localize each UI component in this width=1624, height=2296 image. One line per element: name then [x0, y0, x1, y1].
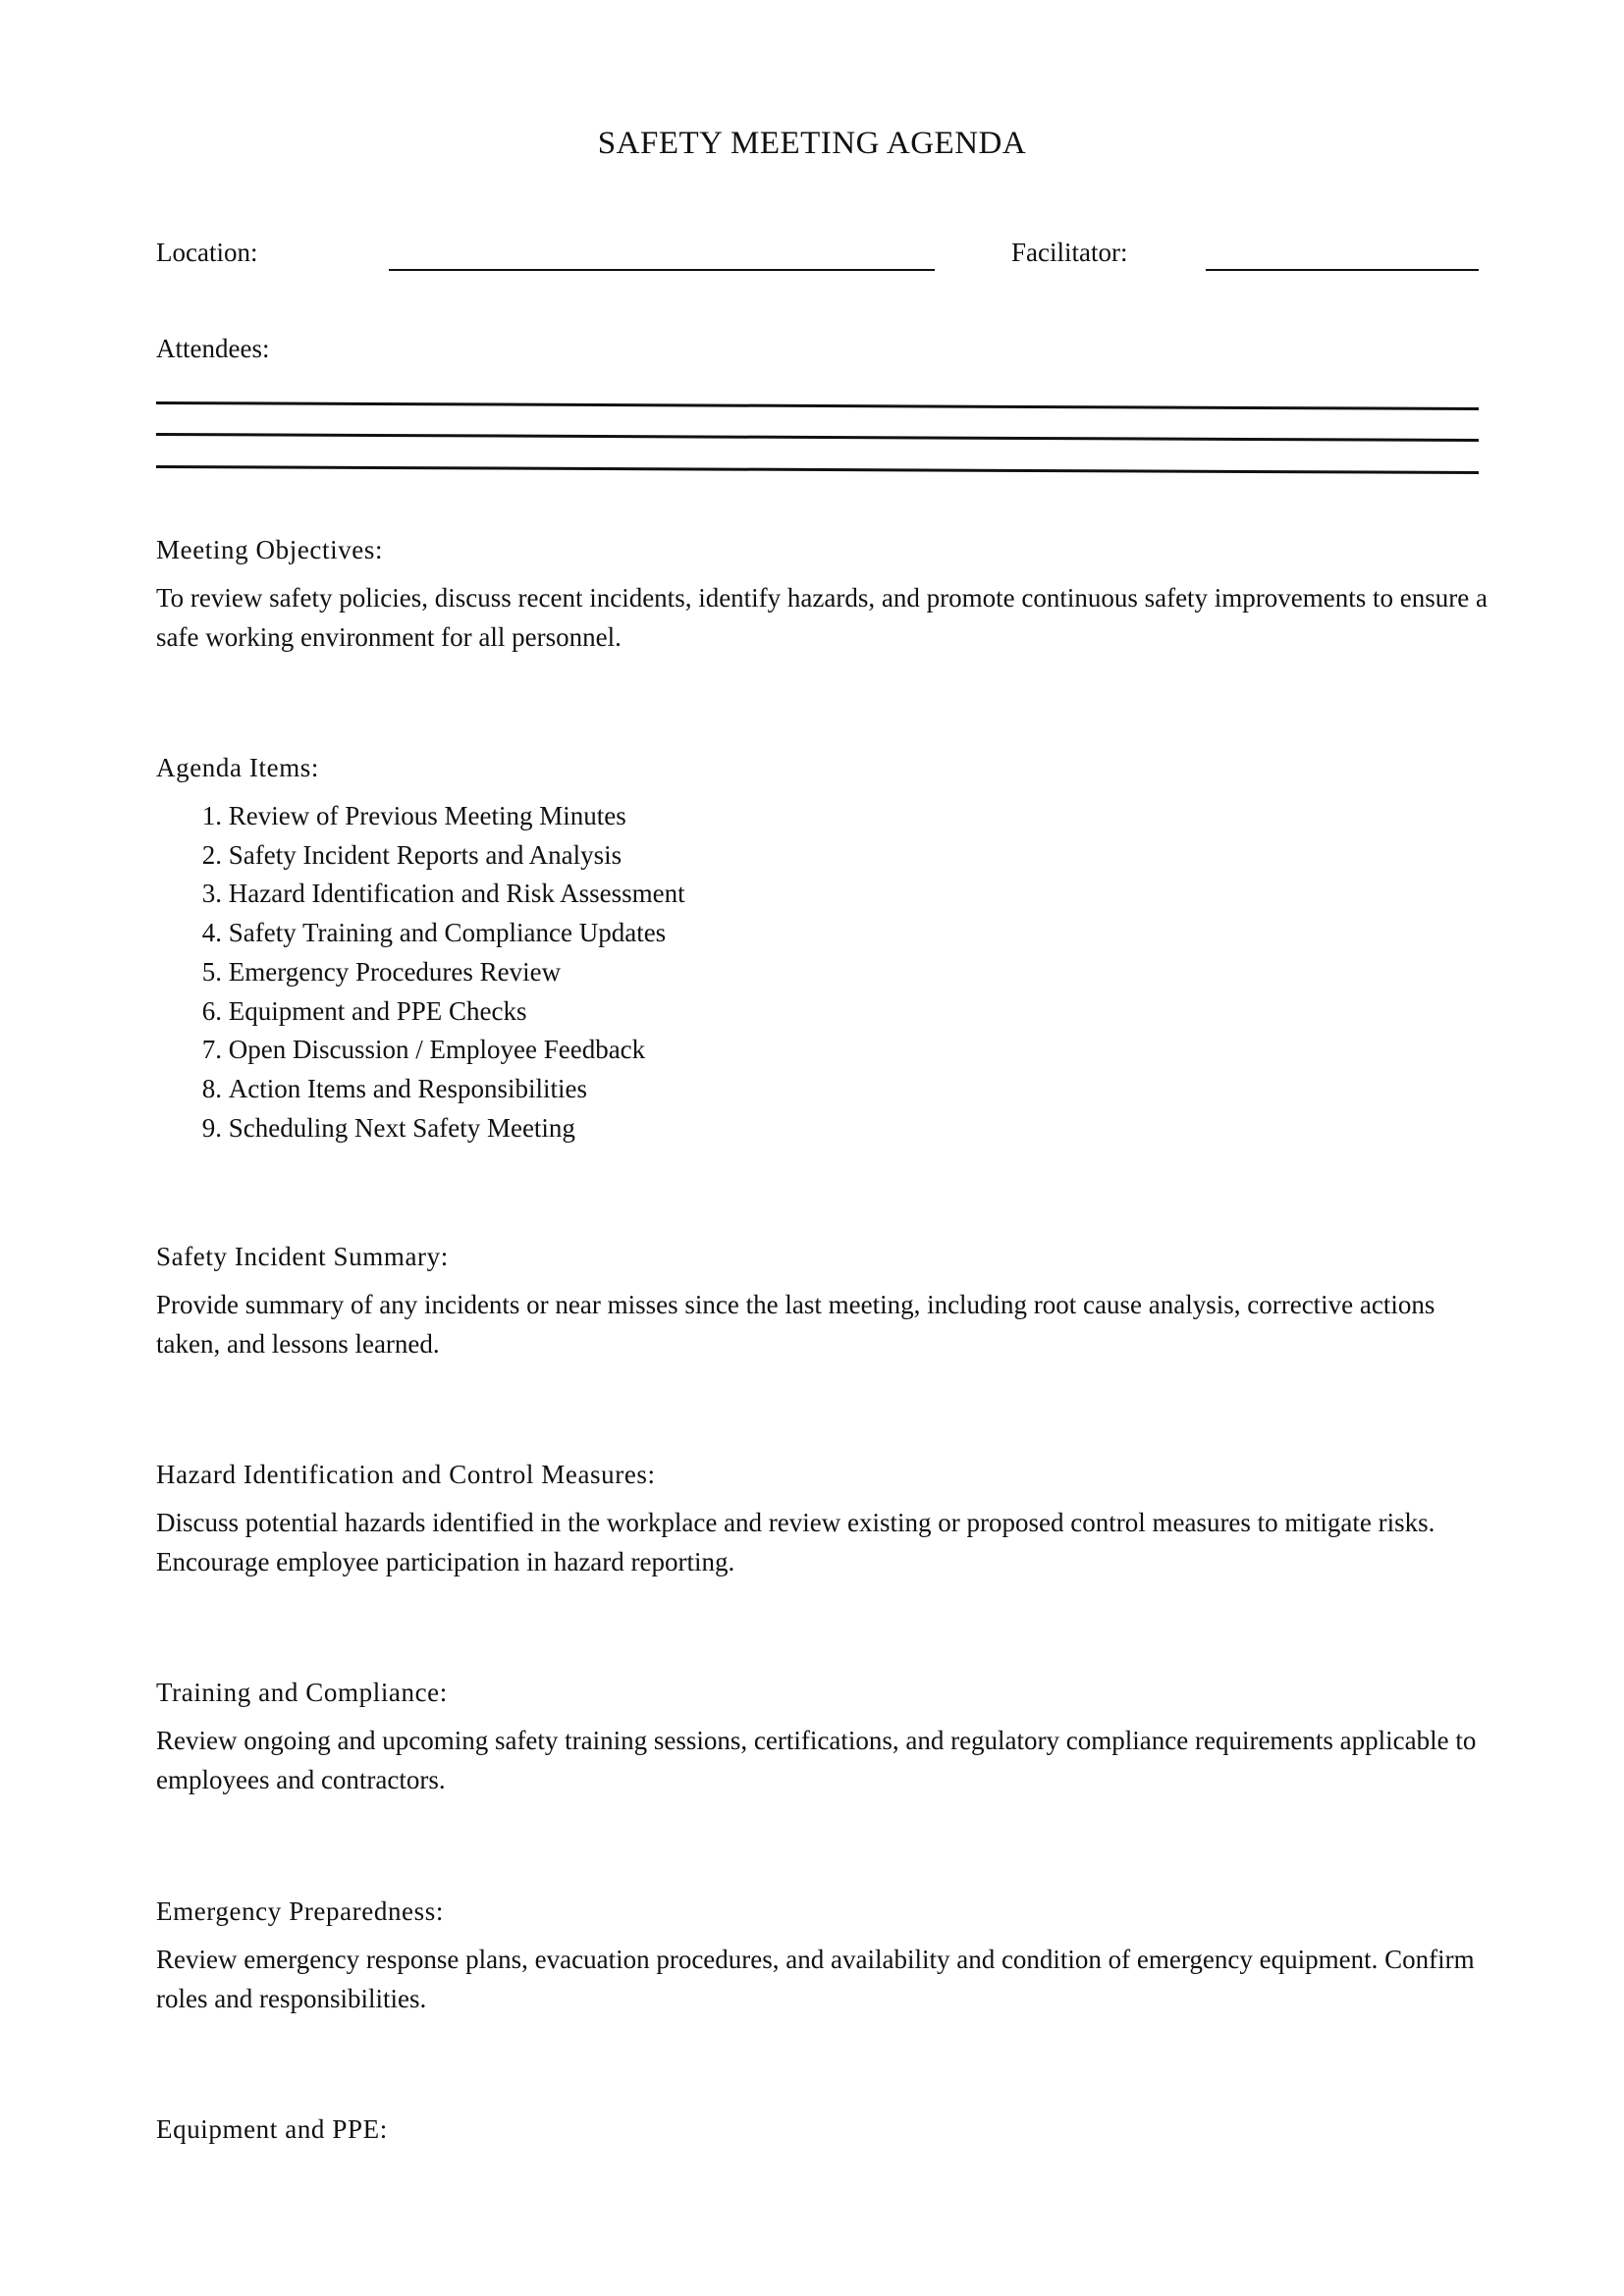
agenda-item-text: Open Discussion / Employee Feedback [228, 1035, 646, 1065]
agenda-item [156, 953, 685, 992]
agenda-item-text: Safety Incident Reports and Analysis [228, 839, 623, 870]
incident-summary-body: Provide summary of any incidents or near misses since the last meeting, including root cause analysis, corrective actions taken, and lessons learned. [156, 1290, 1435, 1359]
agenda-item-number: 4. [201, 918, 222, 948]
emergency-preparedness-body: Review emergency response plans, evacuation procedures, and availability and condition of emergency equipment. Confirm roles and responsibilities. [156, 1945, 1475, 2013]
attendees-line-3[interactable] [156, 465, 1479, 473]
agenda-items-heading: Agenda Items: [156, 753, 320, 782]
meeting-objectives-body: To review safety policies, discuss recent incidents, identify hazards, and promote continuous safety improvements to ensure a safe working environment for all personnel. [156, 583, 1488, 652]
agenda-item-number: 1. [201, 801, 222, 830]
facilitator-input-line[interactable] [1206, 269, 1479, 271]
agenda-items-list [156, 797, 685, 1148]
agenda-item-number: 9. [201, 1112, 222, 1143]
equipment-ppe-heading: Equipment and PPE: [156, 2114, 388, 2144]
agenda-item [156, 836, 685, 876]
agenda-item-text: Emergency Procedures Review [228, 956, 562, 987]
agenda-item-number: 3. [201, 879, 222, 909]
agenda-item-number: 8. [201, 1073, 222, 1103]
agenda-item-number: 7. [201, 1035, 222, 1065]
agenda-item [156, 1031, 685, 1070]
location-label: Location: [156, 238, 258, 267]
agenda-item [156, 797, 685, 836]
attendees-line-1[interactable] [156, 401, 1479, 409]
hazard-control-body: Discuss potential hazards identified in the workplace and review existing or proposed control measures to mitigate risks. Encourage employee participation in hazard reporting. [156, 1508, 1435, 1576]
agenda-item [156, 914, 685, 953]
agenda-item-text: Equipment and PPE Checks [228, 995, 527, 1026]
agenda-item-text: Action Items and Responsibilities [228, 1073, 587, 1103]
agenda-item [156, 1070, 685, 1109]
agenda-item-text: Review of Previous Meeting Minutes [228, 801, 626, 830]
incident-summary-heading: Safety Incident Summary: [156, 1242, 449, 1271]
training-compliance-heading: Training and Compliance: [156, 1678, 448, 1707]
agenda-item-number: 5. [201, 956, 222, 987]
agenda-item-number: 2. [201, 839, 222, 870]
agenda-item-text: Scheduling Next Safety Meeting [228, 1112, 575, 1143]
training-compliance-body: Review ongoing and upcoming safety training sessions, certifications, and regulatory compliance requirements applicable to employees and contractors. [156, 1726, 1477, 1794]
agenda-item-number: 6. [201, 995, 222, 1026]
agenda-item [156, 875, 685, 914]
emergency-preparedness-heading: Emergency Preparedness: [156, 1896, 444, 1926]
agenda-item-text: Hazard Identification and Risk Assessment [228, 879, 685, 909]
attendees-line-2[interactable] [156, 433, 1479, 441]
document-title: SAFETY MEETING AGENDA [597, 126, 1027, 161]
facilitator-label: Facilitator: [1011, 238, 1128, 267]
attendees-label: Attendees: [156, 334, 270, 363]
agenda-item [156, 992, 685, 1032]
location-input-line[interactable] [389, 269, 935, 271]
agenda-item-text: Safety Training and Compliance Updates [228, 918, 667, 948]
meeting-objectives-heading: Meeting Objectives: [156, 535, 384, 564]
agenda-item [156, 1109, 685, 1148]
hazard-control-heading: Hazard Identification and Control Measures: [156, 1460, 656, 1489]
